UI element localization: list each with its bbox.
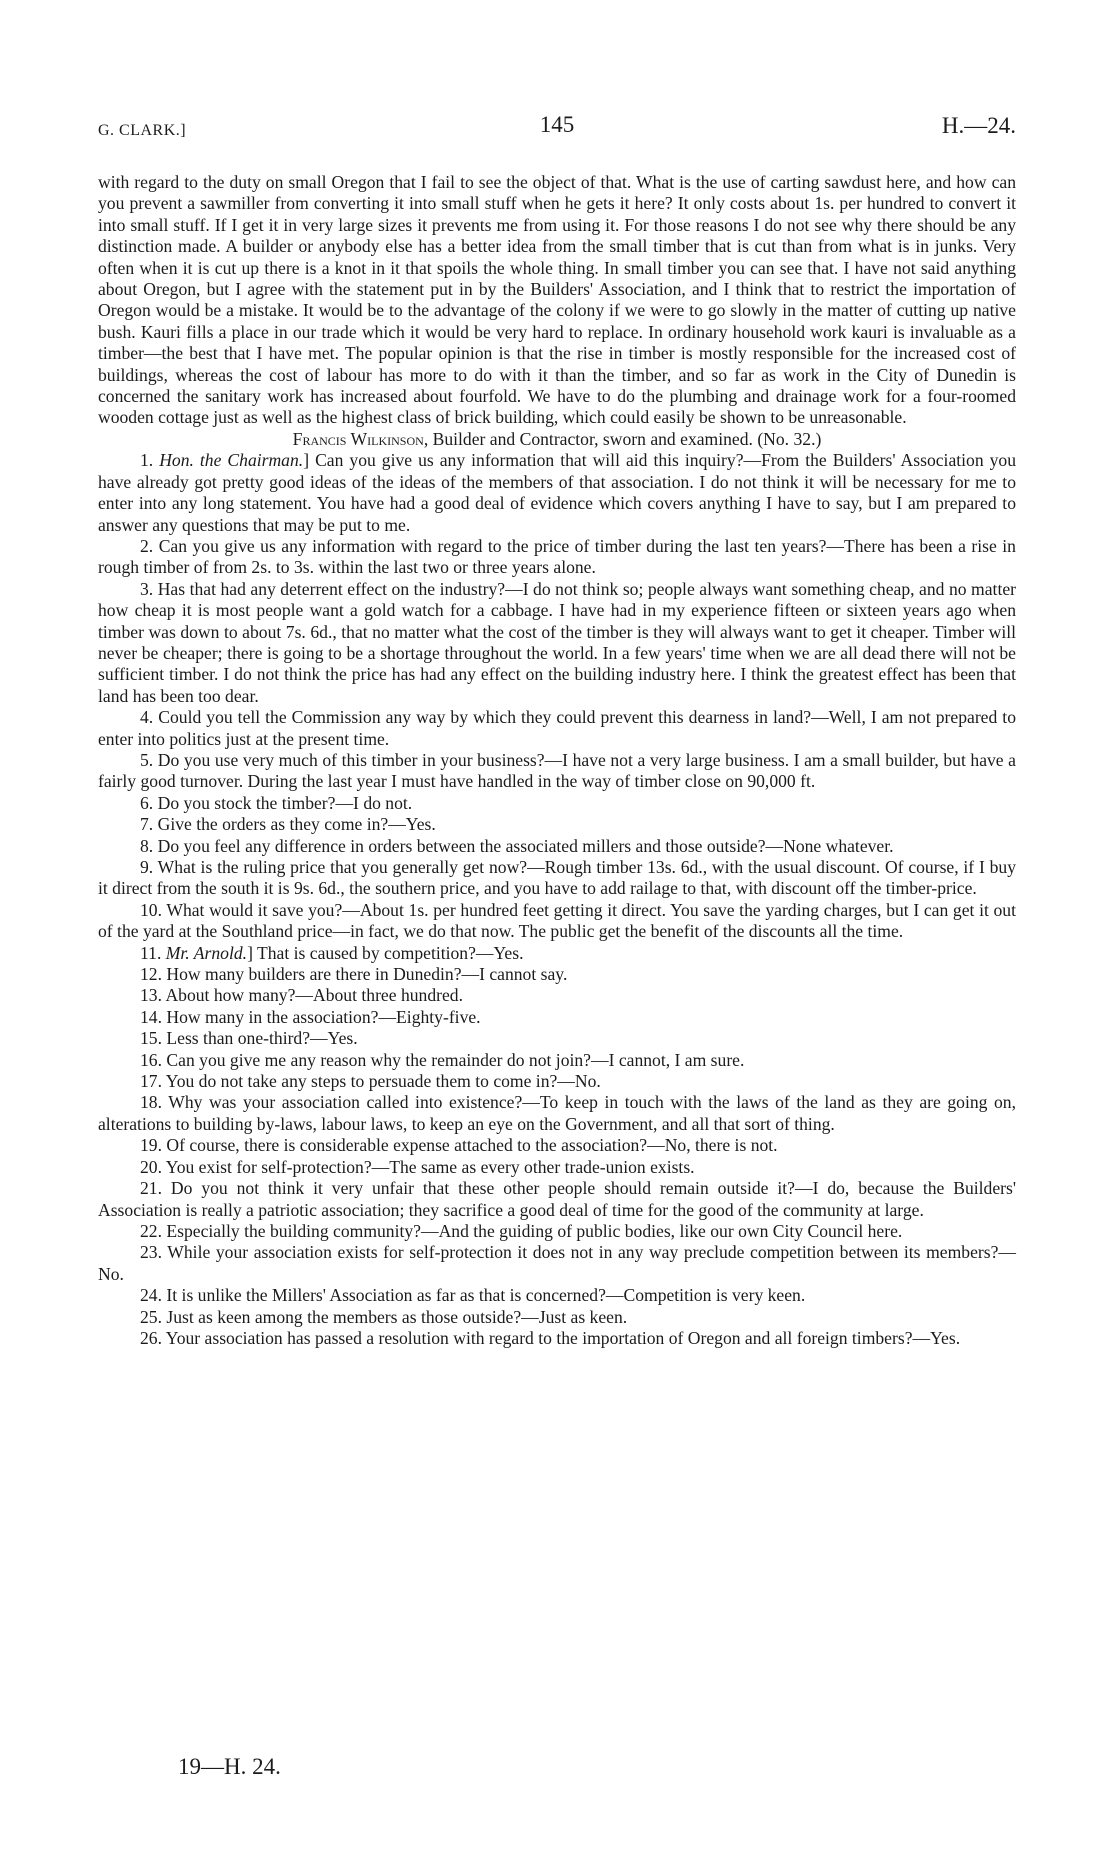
page-number: 145 [539, 112, 575, 137]
question-answer-text: Can you give me any reason why the remainder do not join?—I cannot, I am sure. [166, 1049, 745, 1070]
question-number: 19. [140, 1135, 162, 1156]
question-paragraph [98, 1092, 1016, 1135]
question-paragraph [98, 793, 1016, 814]
question-number: 2. [140, 535, 154, 556]
question-number: 23. [140, 1242, 162, 1263]
question-answer-text: What would it save you?—About 1s. per hundred feet getting it direct. You save the yarding charges, but I can get it out of the yard at the Southland price—in fact, we do that now. The public get the benefit of the discounts all the time. [98, 899, 1016, 942]
question-number: 8. [140, 835, 154, 856]
question-answer-text: Why was your association called into existence?—To keep in touch with the laws of the land as they are going on, alterations to building by-laws, labour laws, to keep an eye on the Government, and all that sort of thing. [98, 1092, 1016, 1134]
question-paragraph [98, 900, 1016, 943]
question-number: 16. [140, 1049, 162, 1070]
question-number: 21. [140, 1178, 162, 1199]
question-number: 6. [140, 792, 154, 813]
question-paragraph [98, 579, 1016, 707]
question-paragraph [98, 1007, 1016, 1028]
question-number: 11. [140, 942, 162, 963]
question-paragraph [98, 836, 1016, 857]
question-answer-text: Do you not think it very unfair that these other people should remain outside it?—I do, because the Builders' Association is really a patriotic association; they sacrifice a good deal of time for the good of the community at large. [98, 1178, 1017, 1220]
question-answer-text: You exist for self-protection?—The same as every other trade-union exists. [165, 1156, 695, 1177]
question-number: 20. [140, 1156, 162, 1177]
question-number: 9. [140, 857, 154, 877]
question-paragraph [98, 707, 1016, 750]
question-paragraph [98, 750, 1016, 793]
question-answer-text: Could you tell the Commission any way by which they could prevent this dearness in land?—Well, I am not prepared to enter into politics just at the present time. [98, 707, 1016, 749]
question-paragraph [98, 985, 1016, 1006]
question-answer-text: You do not take any steps to persuade them to come in?—No. [165, 1071, 601, 1092]
witness-heading [98, 429, 1016, 450]
question-paragraph [98, 1071, 1016, 1092]
question-answer-text: About how many?—About three hundred. [165, 985, 464, 1006]
question-number: 7. [140, 814, 154, 835]
question-number: 15. [140, 1028, 162, 1049]
question-number: 13. [140, 985, 162, 1006]
speaker-name: Hon. the Chairman. [159, 450, 304, 471]
question-number: 18. [140, 1092, 162, 1113]
question-answer-text: Give the orders as they come in?—Yes. [157, 814, 436, 835]
question-paragraph [98, 536, 1016, 579]
question-number: 25. [140, 1306, 162, 1327]
question-number: 14. [140, 1006, 162, 1027]
opening-paragraph: with regard to the duty on small Oregon that I fail to see the object of that. What is the use of carting sawdust here, and how can you prevent a sawmiller from converting it into small stuff when he gets it here? It only costs about 1s. per hundred to convert it into small stuff. If I get it in very large sizes it prevents me from using it. For those reasons I do not see why there should be any distinction made. A builder or anybody else has a better idea from the small timber that is cut than from what is in junks. Very often when it is cut up there is a knot in it that spoils the whole thing. In small timber you can see that. I have not said anything about Oregon, but I agree with the statement put in by the Builders' Association, and I think that to restrict the importation of Oregon would be a mistake. It would be to the advantage of the colony if we were to go slowly in the matter of cutting up native bush. Kauri fills a place in our trade which it would be very hard to replace. In ordinary household work kauri is invaluable as a timber—the best that I have met. The popular opinion is that the rise in timber is mostly responsible for the increased cost of buildings, whereas the cost of labour has more to do with it than the timber, and so far as work in the City of Dunedin is concerned the sanitary work has increased about fourfold. We have to do the plumbing and drainage work for a four-roomed wooden cottage just as well as the highest class of brick building, which could easily be shown to be unreasonable. [98, 172, 1016, 428]
question-number: 3. [140, 578, 154, 599]
question-paragraph: 1. Hon. the Chairman.] Can you give us any information that will aid this inquiry?—From the Builders' Association you have already got pretty good ideas of the ideas of the members of that association. I do not think it will be necessary for me to enter into any long statement. You have had a good deal of evidence which covers anything I have to say, but I am prepared to answer any questions that may be put to me. [98, 450, 1017, 535]
question-answer-text: Can you give us any information with regard to the price of timber during the last ten years?—There has been a rise in rough timber of from 2s. to 3s. within the last two or three years alone. [98, 535, 1016, 578]
question-paragraph: 11. Mr. Arnold.] That is caused by competition?—Yes. [140, 942, 524, 963]
question-answer-text: How many in the association?—Eighty-five. [166, 1006, 481, 1027]
question-number: 4. [140, 707, 154, 728]
question-answer-text: Of course, there is considerable expense attached to the association?—No, there is not. [166, 1135, 778, 1156]
question-number: 5. [140, 749, 154, 770]
page-header [98, 112, 1016, 146]
question-answer-list [98, 450, 1016, 1349]
question-paragraph [98, 1328, 1016, 1349]
question-number: 12. [140, 964, 162, 985]
question-paragraph [98, 1050, 1016, 1071]
signature-mark: 19—H. 24. [178, 1754, 281, 1779]
question-paragraph [98, 1157, 1016, 1178]
question-answer-text: While your association exists for self-protection it does not in any way preclude competition between its members?—No. [98, 1242, 1016, 1284]
question-answer-text: Less than one-third?—Yes. [166, 1028, 358, 1049]
question-paragraph [98, 1028, 1016, 1049]
question-number: 26. [140, 1327, 162, 1348]
question-number: 17. [140, 1071, 162, 1092]
question-answer-text: It is unlike the Millers' Association as far as that is concerned?—Competition is very keen. [166, 1285, 806, 1306]
question-answer-text: Especially the building community?—And the guiding of public bodies, like our own City Council here. [166, 1220, 903, 1241]
question-paragraph [98, 814, 1016, 835]
question-answer-text: Do you use very much of this timber in your business?—I have not a very large business. I am a small builder, but have a fairly good turnover. During the last year I must have handled in the way of timber close on 90,000 ft. [98, 749, 1016, 792]
question-paragraph [98, 1285, 1016, 1306]
question-answer-text: Just as keen among the members as those outside?—Just as keen. [166, 1306, 628, 1327]
witness-description: , Builder and Contractor, sworn and examined. (No. 32.) [423, 428, 822, 449]
question-answer-text: That is caused by competition?—Yes. [257, 942, 524, 963]
question-number: 1. [140, 450, 154, 471]
question-number: 10. [140, 899, 162, 920]
speaker-name: Mr. Arnold. [165, 942, 248, 963]
question-paragraph [98, 1178, 1016, 1221]
paper-reference: H.—24. [941, 113, 1016, 138]
question-paragraph [98, 857, 1016, 900]
question-paragraph [98, 1242, 1016, 1285]
question-paragraph [98, 964, 1016, 985]
question-paragraph [98, 1307, 1016, 1328]
question-paragraph [98, 1135, 1016, 1156]
question-answer-text: How many builders are there in Dunedin?—I cannot say. [166, 964, 568, 985]
question-answer-text: Can you give us any information that will aid this inquiry?—From the Builders' Association you have already got pretty good ideas of the ideas of the members of that association. I do not think it will be necessary for me to enter into any long statement. You have had a good deal of evidence which covers anything I have to say, but I am prepared to answer any questions that may be put to me. [98, 450, 1017, 535]
question-answer-text: Do you stock the timber?—I do not. [157, 792, 413, 813]
question-answer-text: Do you feel any difference in orders between the associated millers and those outside?—None whatever. [157, 835, 894, 856]
page-body [98, 172, 1016, 1349]
question-paragraph [98, 1221, 1016, 1242]
question-answer-text: Has that had any deterrent effect on the industry?—I do not think so; people always want something cheap, and no matter how cheap it is most people want a gold watch for a cabbage. I have had in my experience fifteen or sixteen years ago when timber was down to about 7s. 6d., that no matter what the cost of the timber is they will always want to get it cheaper. Timber will never be cheaper; there is going to be a shortage throughout the world. In a few years' time when we are all dead there will not be sufficient timber. I do not think the price has had any effect on the building industry here. I think the greatest effect has been that land has been too dear. [98, 578, 1016, 706]
witness-name: Francis Wilkinson [292, 428, 424, 449]
question-number: 22. [140, 1220, 162, 1241]
question-number: 24. [140, 1285, 162, 1306]
question-answer-text: Your association has passed a resolution with regard to the importation of Oregon and all foreign timbers?—Yes. [165, 1327, 961, 1348]
question-answer-text: What is the ruling price that you generally get now?—Rough timber 13s. 6d., with the usual discount. Of course, if I buy it direct from the south it is 9s. 6d., the southern price, and you have to add railage to that, with discount off the timber-price. [98, 857, 1016, 899]
header-witness-name: G. CLARK.] [98, 122, 187, 139]
